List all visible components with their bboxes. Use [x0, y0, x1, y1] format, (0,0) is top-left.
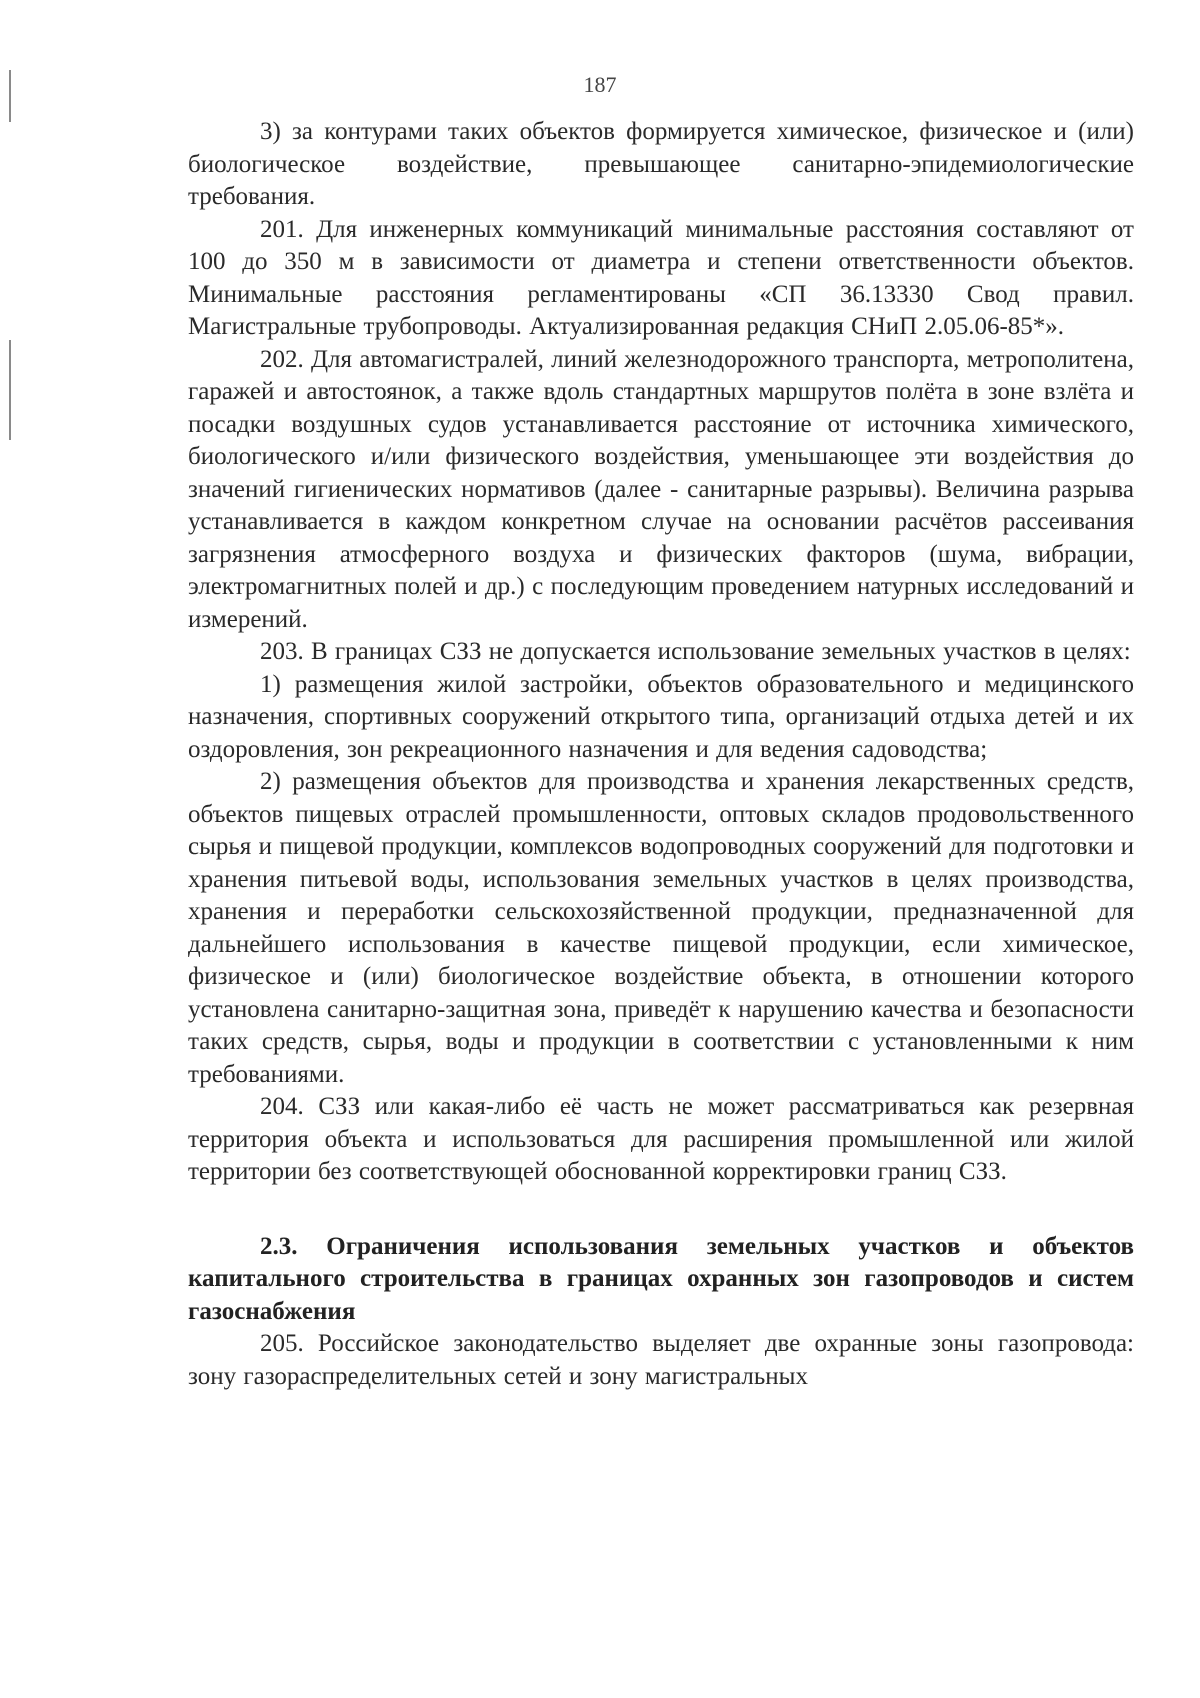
page-number: 187	[583, 72, 617, 97]
paragraph-item-3: 3) за контурами таких объектов формируется химическое, физическое и (или) биологическое воздействие, превышающее санитарно-эпидемиологические требования.	[188, 118, 1134, 210]
scan-edge-mark	[9, 340, 11, 440]
paragraph-205: 205. Российское законодательство выделяет две охранные зоны газопровода: зону газораспределительных сетей и зону магистральных	[188, 1330, 1134, 1390]
paragraph-203: 203. В границах СЗЗ не допускается использование земельных участков в целях:	[260, 638, 1131, 665]
document-body	[188, 116, 1134, 1393]
paragraph-203-item-1: 1) размещения жилой застройки, объектов образовательного и медицинского назначения, спортивных сооружений открытого типа, организаций отдыха детей и их оздоровления, зон рекреационного назначения и для ведения садоводства;	[188, 670, 1134, 763]
paragraph-201: 201. Для инженерных коммуникаций минимальные расстояния составляют от 100 до 350 м в зависимости от диаметра и степени ответственности объектов. Минимальные расстояния регламентированы «СП 36.13330 Свод правил. Магистральные трубопроводы. Актуализированная редакция СНиП 2.05.06-85*».	[188, 215, 1134, 340]
section-heading: 2.3. Ограничения использования земельных участков и объектов капитального строительства в границах охранных зон газопроводов и систем газоснабжения	[188, 1232, 1134, 1325]
paragraph-203-item-2: 2) размещения объектов для производства и хранения лекарственных средств, объектов пищевых отраслей промышленности, оптовых складов продовольственного сырья и пищевой продукции, комплексов водопроводных сооружений для подготовки и хранения питьевой воды, использования земельных участков в целях производства, хранения и переработки сельскохозяйственной продукции, предназначенной для дальнейшего использования в качестве пищевой продукции, если химическое, физическое и (или) биологическое воздействие объекта, в отношении которого установлена санитарно-защитная зона, приведёт к нарушению качества и безопасности таких средств, сырья, воды и продукции в соответствии с установленными к ним требованиями.	[188, 768, 1134, 1088]
paragraph-202: 202. Для автомагистралей, линий железнодорожного транспорта, метрополитена, гаражей и автостоянок, а также вдоль стандартных маршрутов полёта в зоне взлёта и посадки воздушных судов устанавливается расстояние от источника химического, биологического и/или физического воздействия, уменьшающее эти воздействия до значений гигиенических нормативов (далее - санитарные разрывы). Величина разрыва устанавливается в каждом конкретном случае на основании расчётов рассеивания загрязнения атмосферного воздуха и физических факторов (шума, вибрации, электромагнитных полей и др.) с последующим проведением натурных исследований и измерений.	[188, 345, 1134, 633]
paragraph-204: 204. СЗЗ или какая-либо её часть не может рассматриваться как резервная территория объекта и использоваться для расширения промышленной или жилой территории без соответствующей обоснованной корректировки границ СЗЗ.	[188, 1093, 1134, 1185]
